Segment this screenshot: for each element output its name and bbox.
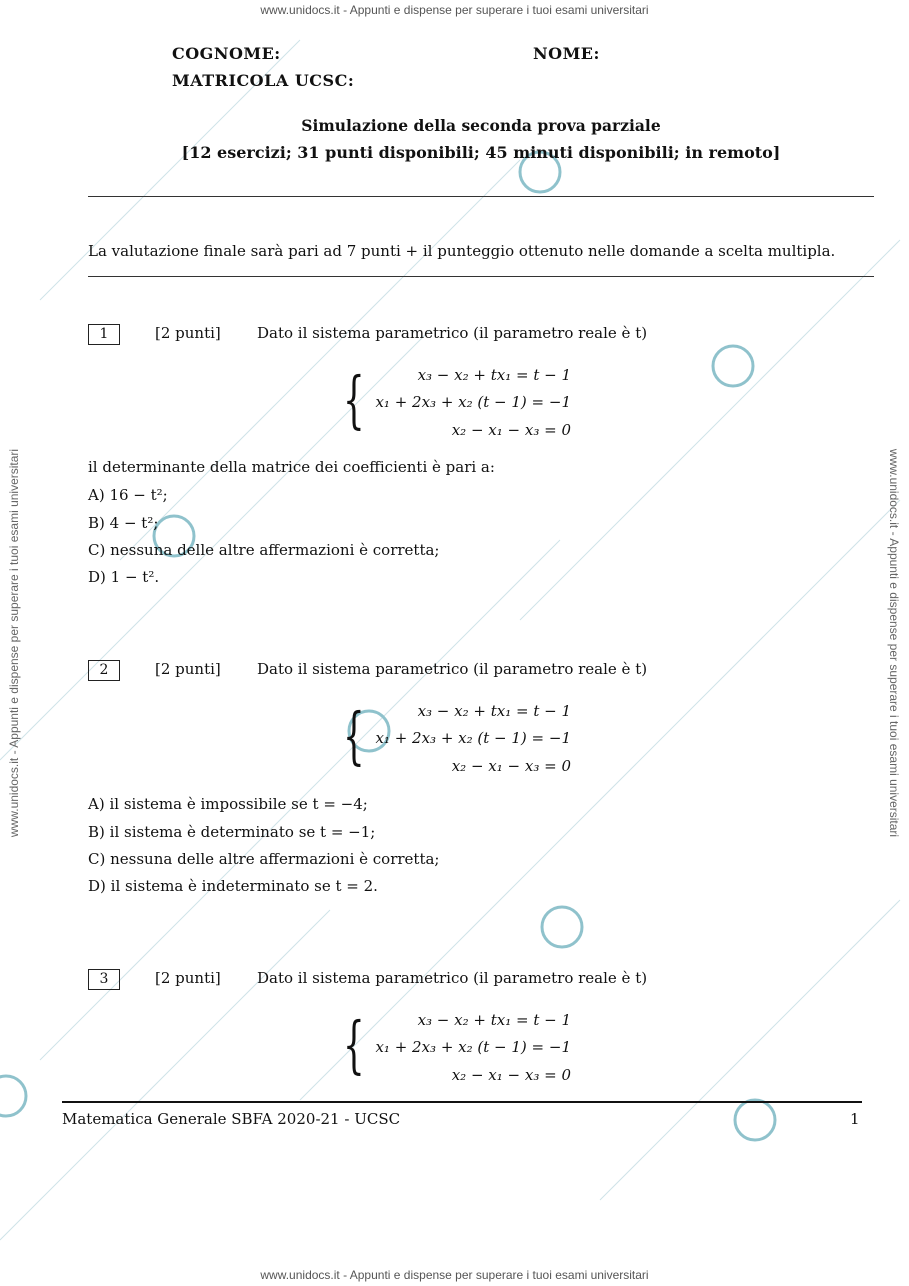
exam-title: Simulazione della seconda prova parziale <box>301 116 661 135</box>
answer-option: C) nessuna delle altre affermazioni è corretta; <box>88 541 440 559</box>
divider <box>88 276 874 277</box>
answer-option: B) il sistema è determinato se t = −1; <box>88 823 376 841</box>
name-label: NOME: <box>533 44 600 63</box>
student-id-label: MATRICOLA UCSC: <box>172 71 355 90</box>
question-number-box: 2 <box>88 660 120 681</box>
surname-label: COGNOME: <box>172 44 281 63</box>
footer-rule <box>62 1101 862 1103</box>
equation: x₃ − x₂ + tx₁ = t − 1 <box>417 366 571 384</box>
equation: x₁ + 2x₃ + x₂ (t − 1) = −1 <box>375 1038 571 1056</box>
answer-option: D) il sistema è indeterminato se t = 2. <box>88 877 378 895</box>
watermark-left: www.unidocs.it - Appunti e dispense per superare i tuoi esami universitari <box>7 448 21 838</box>
equation: x₂ − x₁ − x₃ = 0 <box>451 757 571 775</box>
equation: x₁ + 2x₃ + x₂ (t − 1) = −1 <box>375 729 571 747</box>
watermark-top: www.unidocs.it - Appunti e dispense per superare i tuoi esami universitari <box>260 3 649 17</box>
equation-system <box>343 363 583 442</box>
answer-option: A) il sistema è impossibile se t = −4; <box>88 795 368 813</box>
brace-icon: { <box>343 363 365 436</box>
question-prompt: Dato il sistema parametrico (il parametro reale è t) <box>257 660 648 678</box>
question-points: [2 punti] <box>155 324 221 342</box>
page-number: 1 <box>850 1110 860 1128</box>
answer-option: A) 16 − t²; <box>88 486 168 504</box>
equation: x₁ + 2x₃ + x₂ (t − 1) = −1 <box>375 393 571 411</box>
watermark-right: www.unidocs.it - Appunti e dispense per superare i tuoi esami universitari <box>887 448 901 838</box>
answer-option: C) nessuna delle altre affermazioni è corretta; <box>88 850 440 868</box>
equation: x₃ − x₂ + tx₁ = t − 1 <box>417 702 571 720</box>
brace-icon: { <box>343 699 365 772</box>
watermark-bottom: www.unidocs.it - Appunti e dispense per superare i tuoi esami universitari <box>260 1268 649 1282</box>
question-points: [2 punti] <box>155 660 221 678</box>
exam-subtitle: [12 esercizi; 31 punti disponibili; 45 minuti disponibili; in remoto] <box>181 143 781 162</box>
answer-option: D) 1 − t². <box>88 568 160 586</box>
equation: x₂ − x₁ − x₃ = 0 <box>451 1066 571 1084</box>
footer-course: Matematica Generale SBFA 2020-21 - UCSC <box>62 1110 401 1128</box>
equation-system <box>343 1008 583 1087</box>
evaluation-note: La valutazione finale sarà pari ad 7 punti + il punteggio ottenuto nelle domande a scelta multipla. <box>88 242 836 260</box>
question-number-box: 3 <box>88 969 120 990</box>
divider <box>88 196 874 197</box>
answer-option: B) 4 − t²; <box>88 514 159 532</box>
equation-system <box>343 699 583 778</box>
question-prompt: Dato il sistema parametrico (il parametro reale è t) <box>257 969 648 987</box>
question-points: [2 punti] <box>155 969 221 987</box>
brace-icon: { <box>343 1008 365 1081</box>
question-prompt: Dato il sistema parametrico (il parametro reale è t) <box>257 324 648 342</box>
equation: x₃ − x₂ + tx₁ = t − 1 <box>417 1011 571 1029</box>
question-number-box: 1 <box>88 324 120 345</box>
equation: x₂ − x₁ − x₃ = 0 <box>451 421 571 439</box>
question-text: il determinante della matrice dei coefficienti è pari a: <box>88 458 495 476</box>
